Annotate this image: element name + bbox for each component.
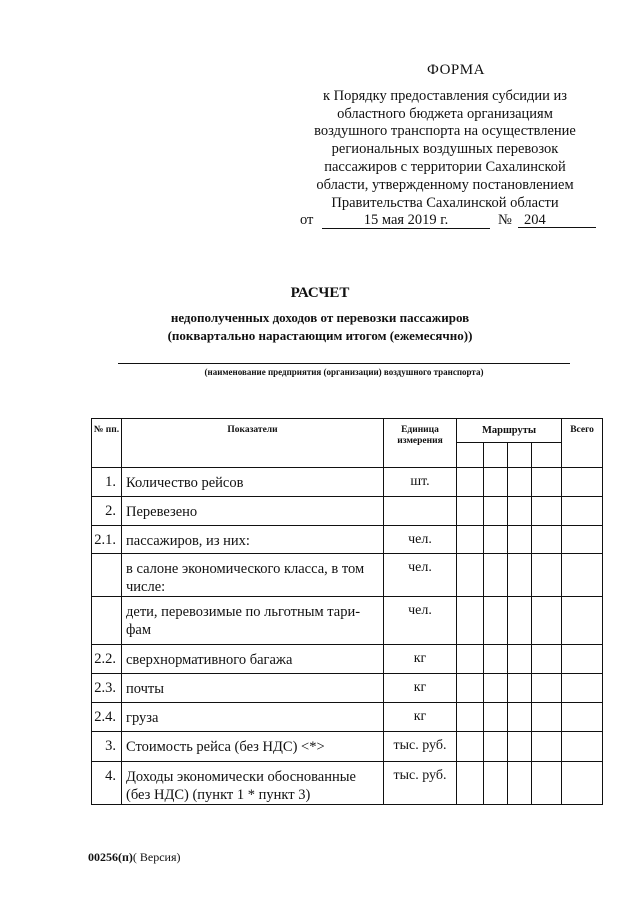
table-row (92, 468, 603, 497)
row-unit: чел. (384, 597, 457, 645)
route-header-cell (484, 443, 508, 468)
row-indicator: груза (122, 703, 384, 732)
route-header-cell (457, 443, 484, 468)
header-routes: Маршруты (457, 419, 562, 443)
row-indicator: Стоимость рейса (без НДС) <*> (122, 732, 384, 762)
row-num: 1. (92, 468, 122, 497)
approval-date: 15 мая 2019 г. (322, 212, 490, 229)
table-row (92, 597, 603, 645)
row-num: 2.3. (92, 674, 122, 703)
row-num: 4. (92, 762, 122, 805)
header-line: области, утвержденному постановлением (316, 176, 574, 193)
header-total: Всего (562, 419, 603, 468)
row-indicator: сверхнормативного багажа (122, 645, 384, 674)
header-line: областного бюджета организациям (337, 105, 553, 122)
number-label: № (498, 212, 512, 228)
route-header-cell (508, 443, 532, 468)
row-unit: кг (384, 674, 457, 703)
org-name-line (118, 363, 570, 364)
header-line: воздушного транспорта на осуществление (314, 123, 576, 140)
row-indicator: почты (122, 674, 384, 703)
header-line: Правительства Сахалинской области (331, 194, 559, 211)
row-num (92, 597, 122, 645)
row-unit: кг (384, 703, 457, 732)
row-unit: кг (384, 645, 457, 674)
row-indicator: пассажиров, из них: (122, 526, 384, 554)
calculation-table (91, 418, 603, 805)
row-num: 3. (92, 732, 122, 762)
row-indicator: Количество рейсов (122, 468, 384, 497)
row-indicator: дети, перевозимые по льготным тари-фам (122, 597, 384, 645)
table-row (92, 762, 603, 805)
form-header (300, 62, 590, 212)
row-unit: шт. (384, 468, 457, 497)
header-indicator: Показатели (122, 419, 384, 468)
row-unit (384, 497, 457, 526)
header-line: региональных воздушных перевозок (331, 141, 559, 158)
table-row (92, 497, 603, 526)
document-footer (88, 850, 181, 865)
table-row (92, 732, 603, 762)
document-code: 00256(п) (88, 850, 133, 864)
page-subtitle-1: недополученных доходов от перевозки пассажиров (170, 310, 470, 325)
form-label: ФОРМА (427, 62, 485, 78)
approval-number: 204 (518, 212, 596, 228)
row-indicator: Доходы экономически обоснованные (без НДС) (пункт 1 * пункт 3) (122, 762, 384, 805)
header-num: № пп. (92, 419, 122, 468)
table-row (92, 645, 603, 674)
header-unit: Единица измерения (384, 419, 457, 468)
table-row (92, 674, 603, 703)
document-version: ( Версия) (132, 850, 181, 864)
row-num: 2.4. (92, 703, 122, 732)
header-line: к Порядку предоставления субсидии из (322, 87, 568, 104)
page-title: РАСЧЕТ (290, 285, 350, 301)
table-row (92, 703, 603, 732)
route-header-cell (532, 443, 562, 468)
row-num: 2.2. (92, 645, 122, 674)
approval-date-line (300, 212, 600, 230)
row-unit: чел. (384, 526, 457, 554)
row-unit: тыс. руб. (384, 732, 457, 762)
row-num: 2.1. (92, 526, 122, 554)
row-indicator: Перевезено (122, 497, 384, 526)
table-row (92, 526, 603, 554)
row-num: 2. (92, 497, 122, 526)
org-name-caption: (наименование предприятия (организации) воздушного транспорта) (204, 367, 484, 377)
table-row (92, 554, 603, 597)
row-unit: чел. (384, 554, 457, 597)
page-subtitle-2: (поквартально нарастающим итогом (ежемесячно)) (167, 328, 473, 343)
row-num (92, 554, 122, 597)
date-prefix: от (300, 212, 314, 228)
row-unit: тыс. руб. (384, 762, 457, 805)
row-indicator: в салоне экономического класса, в том числе: (122, 554, 384, 597)
header-line: пассажиров с территории Сахалинской (324, 158, 566, 175)
